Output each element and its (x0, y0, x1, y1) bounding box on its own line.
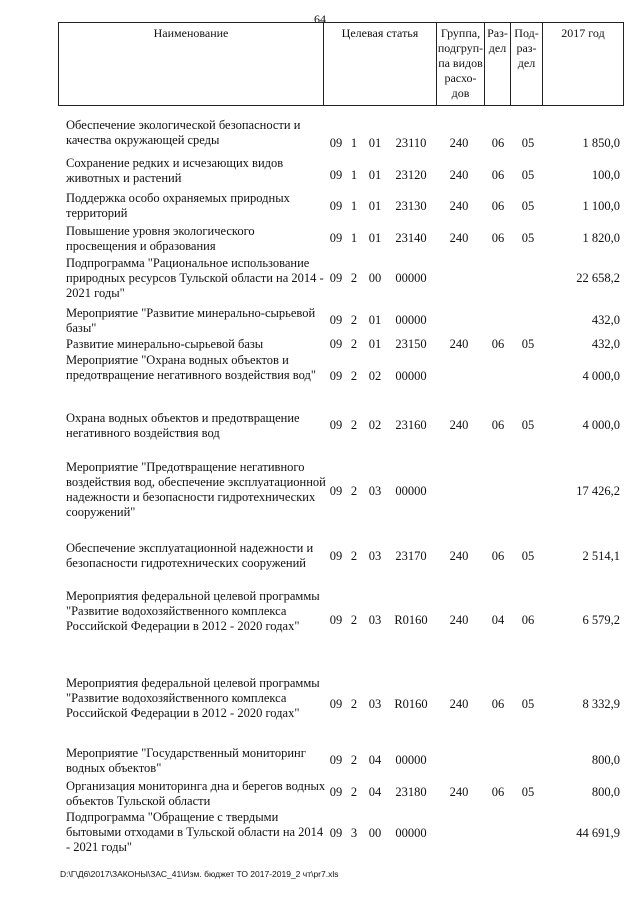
expense-group: 240 (449, 697, 469, 711)
section-code: 06 (491, 418, 505, 432)
target-code-3: 01 (368, 136, 382, 150)
target-code-3: 02 (368, 369, 382, 383)
expense-group: 240 (449, 136, 469, 150)
table-row (0, 353, 640, 399)
target-code-2: 1 (350, 231, 358, 245)
subsection-code: 05 (521, 549, 535, 563)
target-code-1: 09 (329, 826, 343, 840)
target-code-1: 09 (329, 337, 343, 351)
row-name: Мероприятия федеральной целевой программы "Развитие водохозяйственного комплекса Российской Федерации в 2012 - 2020 годах" (66, 589, 320, 633)
row-name: Обеспечение эксплуатационной надежности и безопасности гидротехнических сооружений (66, 541, 314, 570)
header-group: Группа, подгруп- па видов расхо- дов (436, 23, 484, 105)
header-target-article: Целевая статья (323, 23, 436, 105)
row-name: Мероприятие "Государственный мониторинг водных объектов" (66, 746, 306, 775)
row-name: Подпрограмма "Рациональное использование природных ресурсов Тульской области на 2014 - 2021 годы" (66, 256, 324, 300)
expense-group: 240 (449, 785, 469, 799)
target-code-3: 04 (368, 753, 382, 767)
amount-2017: 17 426,2 (576, 484, 620, 498)
target-code-2: 2 (350, 484, 358, 498)
target-code-1: 09 (329, 613, 343, 627)
table-row (0, 256, 640, 302)
target-code-4: 23180 (395, 785, 427, 799)
amount-2017: 22 658,2 (576, 271, 620, 285)
target-code-4: 00000 (395, 369, 427, 383)
table-row (0, 118, 640, 148)
table-row (0, 779, 640, 809)
amount-2017: 1 850,0 (582, 136, 620, 150)
target-code-2: 2 (350, 613, 358, 627)
target-code-2: 2 (350, 418, 358, 432)
target-code-4: 23130 (395, 199, 427, 213)
row-name: Обеспечение экологической безопасности и качества окружающей среды (66, 118, 301, 147)
table-row (0, 411, 640, 441)
subsection-code: 05 (521, 697, 535, 711)
expense-group: 240 (449, 549, 469, 563)
subsection-code: 05 (521, 418, 535, 432)
target-code-3: 00 (368, 826, 382, 840)
header-year: 2017 год (542, 23, 623, 105)
section-code: 06 (491, 785, 505, 799)
target-code-1: 09 (329, 199, 343, 213)
table-row (0, 589, 640, 651)
amount-2017: 800,0 (591, 785, 620, 799)
table-row (0, 460, 640, 522)
target-code-4: 00000 (395, 271, 427, 285)
table-row (0, 810, 640, 856)
target-code-2: 2 (350, 697, 358, 711)
target-code-2: 3 (350, 826, 358, 840)
target-code-2: 1 (350, 168, 358, 182)
target-code-4: R0160 (394, 613, 428, 627)
target-code-1: 09 (329, 231, 343, 245)
subsection-code: 05 (521, 231, 535, 245)
expense-group: 240 (449, 199, 469, 213)
row-name: Сохранение редких и исчезающих видов животных и растений (66, 156, 284, 185)
section-code: 06 (491, 697, 505, 711)
section-code: 06 (491, 549, 505, 563)
header-subsection: Под- раз- дел (510, 23, 542, 105)
section-code: 06 (491, 337, 505, 351)
target-code-4: 23150 (395, 337, 427, 351)
table-row (0, 676, 640, 738)
amount-2017: 4 000,0 (582, 418, 620, 432)
target-code-3: 03 (368, 549, 382, 563)
target-code-4: 23110 (395, 136, 427, 150)
target-code-2: 1 (350, 199, 358, 213)
target-code-1: 09 (329, 549, 343, 563)
table-row (0, 156, 640, 186)
target-code-3: 04 (368, 785, 382, 799)
section-code: 06 (491, 199, 505, 213)
table-row (0, 224, 640, 254)
target-code-3: 01 (368, 313, 382, 327)
target-code-2: 2 (350, 313, 358, 327)
expense-group: 240 (449, 418, 469, 432)
page-number: 64 (314, 12, 326, 26)
amount-2017: 8 332,9 (582, 697, 620, 711)
section-code: 06 (491, 231, 505, 245)
row-name: Мероприятие "Развитие минерально-сырьевой базы" (66, 306, 316, 335)
subsection-code: 05 (521, 199, 535, 213)
target-code-1: 09 (329, 168, 343, 182)
target-code-1: 09 (329, 418, 343, 432)
section-code: 06 (491, 168, 505, 182)
target-code-1: 09 (329, 271, 343, 285)
target-code-2: 2 (350, 753, 358, 767)
table-header (58, 22, 624, 106)
target-code-3: 03 (368, 484, 382, 498)
header-section: Раз- дел (484, 23, 510, 105)
target-code-3: 01 (368, 199, 382, 213)
target-code-4: 00000 (395, 826, 427, 840)
table-row (0, 306, 640, 336)
section-code: 06 (491, 136, 505, 150)
expense-group: 240 (449, 168, 469, 182)
amount-2017: 4 000,0 (582, 369, 620, 383)
target-code-1: 09 (329, 313, 343, 327)
amount-2017: 2 514,1 (582, 549, 620, 563)
target-code-1: 09 (329, 753, 343, 767)
subsection-code: 05 (521, 136, 535, 150)
target-code-1: 09 (329, 697, 343, 711)
target-code-2: 1 (350, 136, 358, 150)
target-code-1: 09 (329, 484, 343, 498)
target-code-1: 09 (329, 136, 343, 150)
target-code-3: 02 (368, 418, 382, 432)
amount-2017: 432,0 (591, 313, 620, 327)
target-code-4: 00000 (395, 313, 427, 327)
subsection-code: 05 (521, 168, 535, 182)
amount-2017: 44 691,9 (576, 826, 620, 840)
row-name: Мероприятия федеральной целевой программы "Развитие водохозяйственного комплекса Российской Федерации в 2012 - 2020 годах" (66, 676, 320, 720)
row-name: Мероприятие "Охрана водных объектов и предотвращение негативного воздействия вод" (66, 353, 316, 382)
amount-2017: 1 100,0 (582, 199, 620, 213)
row-name: Поддержка особо охраняемых природных территорий (66, 191, 290, 220)
row-name: Развитие минерально-сырьевой базы (66, 337, 264, 351)
row-name: Организация мониторинга дна и берегов водных объектов Тульской области (66, 779, 326, 808)
target-code-2: 2 (350, 549, 358, 563)
target-code-1: 09 (329, 369, 343, 383)
target-code-3: 01 (368, 231, 382, 245)
header-name: Наименование (153, 26, 229, 40)
subsection-code: 06 (521, 613, 535, 627)
target-code-4: 00000 (395, 484, 427, 498)
subsection-code: 05 (521, 785, 535, 799)
expense-group: 240 (449, 231, 469, 245)
subsection-code: 05 (521, 337, 535, 351)
amount-2017: 432,0 (591, 337, 620, 351)
amount-2017: 1 820,0 (582, 231, 620, 245)
amount-2017: 800,0 (591, 753, 620, 767)
table-row (0, 191, 640, 221)
target-code-2: 2 (350, 271, 358, 285)
target-code-4: 23160 (395, 418, 427, 432)
row-name: Охрана водных объектов и предотвращение негативного воздействия вод (66, 411, 300, 440)
target-code-4: 23120 (395, 168, 427, 182)
target-code-4: 23140 (395, 231, 427, 245)
target-code-3: 01 (368, 168, 382, 182)
target-code-3: 00 (368, 271, 382, 285)
section-code: 04 (491, 613, 505, 627)
target-code-3: 01 (368, 337, 382, 351)
row-name: Повышение уровня экологического просвещения и образования (66, 224, 255, 253)
target-code-3: 03 (368, 697, 382, 711)
amount-2017: 6 579,2 (582, 613, 620, 627)
target-code-3: 03 (368, 613, 382, 627)
row-name: Мероприятие "Предотвращение негативного воздействия вод, обеспечение эксплуатационной надежности и безопасности гидротехнических сооружений" (66, 460, 326, 519)
table-row (0, 337, 640, 353)
target-code-4: R0160 (394, 697, 428, 711)
target-code-1: 09 (329, 785, 343, 799)
file-path: D:\Г\Д6\2017\ЗАКОНЫ\ЗАС_41\Изм. бюджет ТО 2017-2019_2 чт\pr7.xls (60, 869, 339, 879)
target-code-2: 2 (350, 337, 358, 351)
amount-2017: 100,0 (591, 168, 620, 182)
target-code-2: 2 (350, 369, 358, 383)
target-code-4: 23170 (395, 549, 427, 563)
row-name: Подпрограмма "Обращение с твердыми бытовыми отходами в Тульской области на 2014 - 2021 годы" (66, 810, 324, 854)
table-row (0, 746, 640, 776)
expense-group: 240 (449, 337, 469, 351)
expense-group: 240 (449, 613, 469, 627)
target-code-4: 00000 (395, 753, 427, 767)
table-row (0, 541, 640, 571)
target-code-2: 2 (350, 785, 358, 799)
